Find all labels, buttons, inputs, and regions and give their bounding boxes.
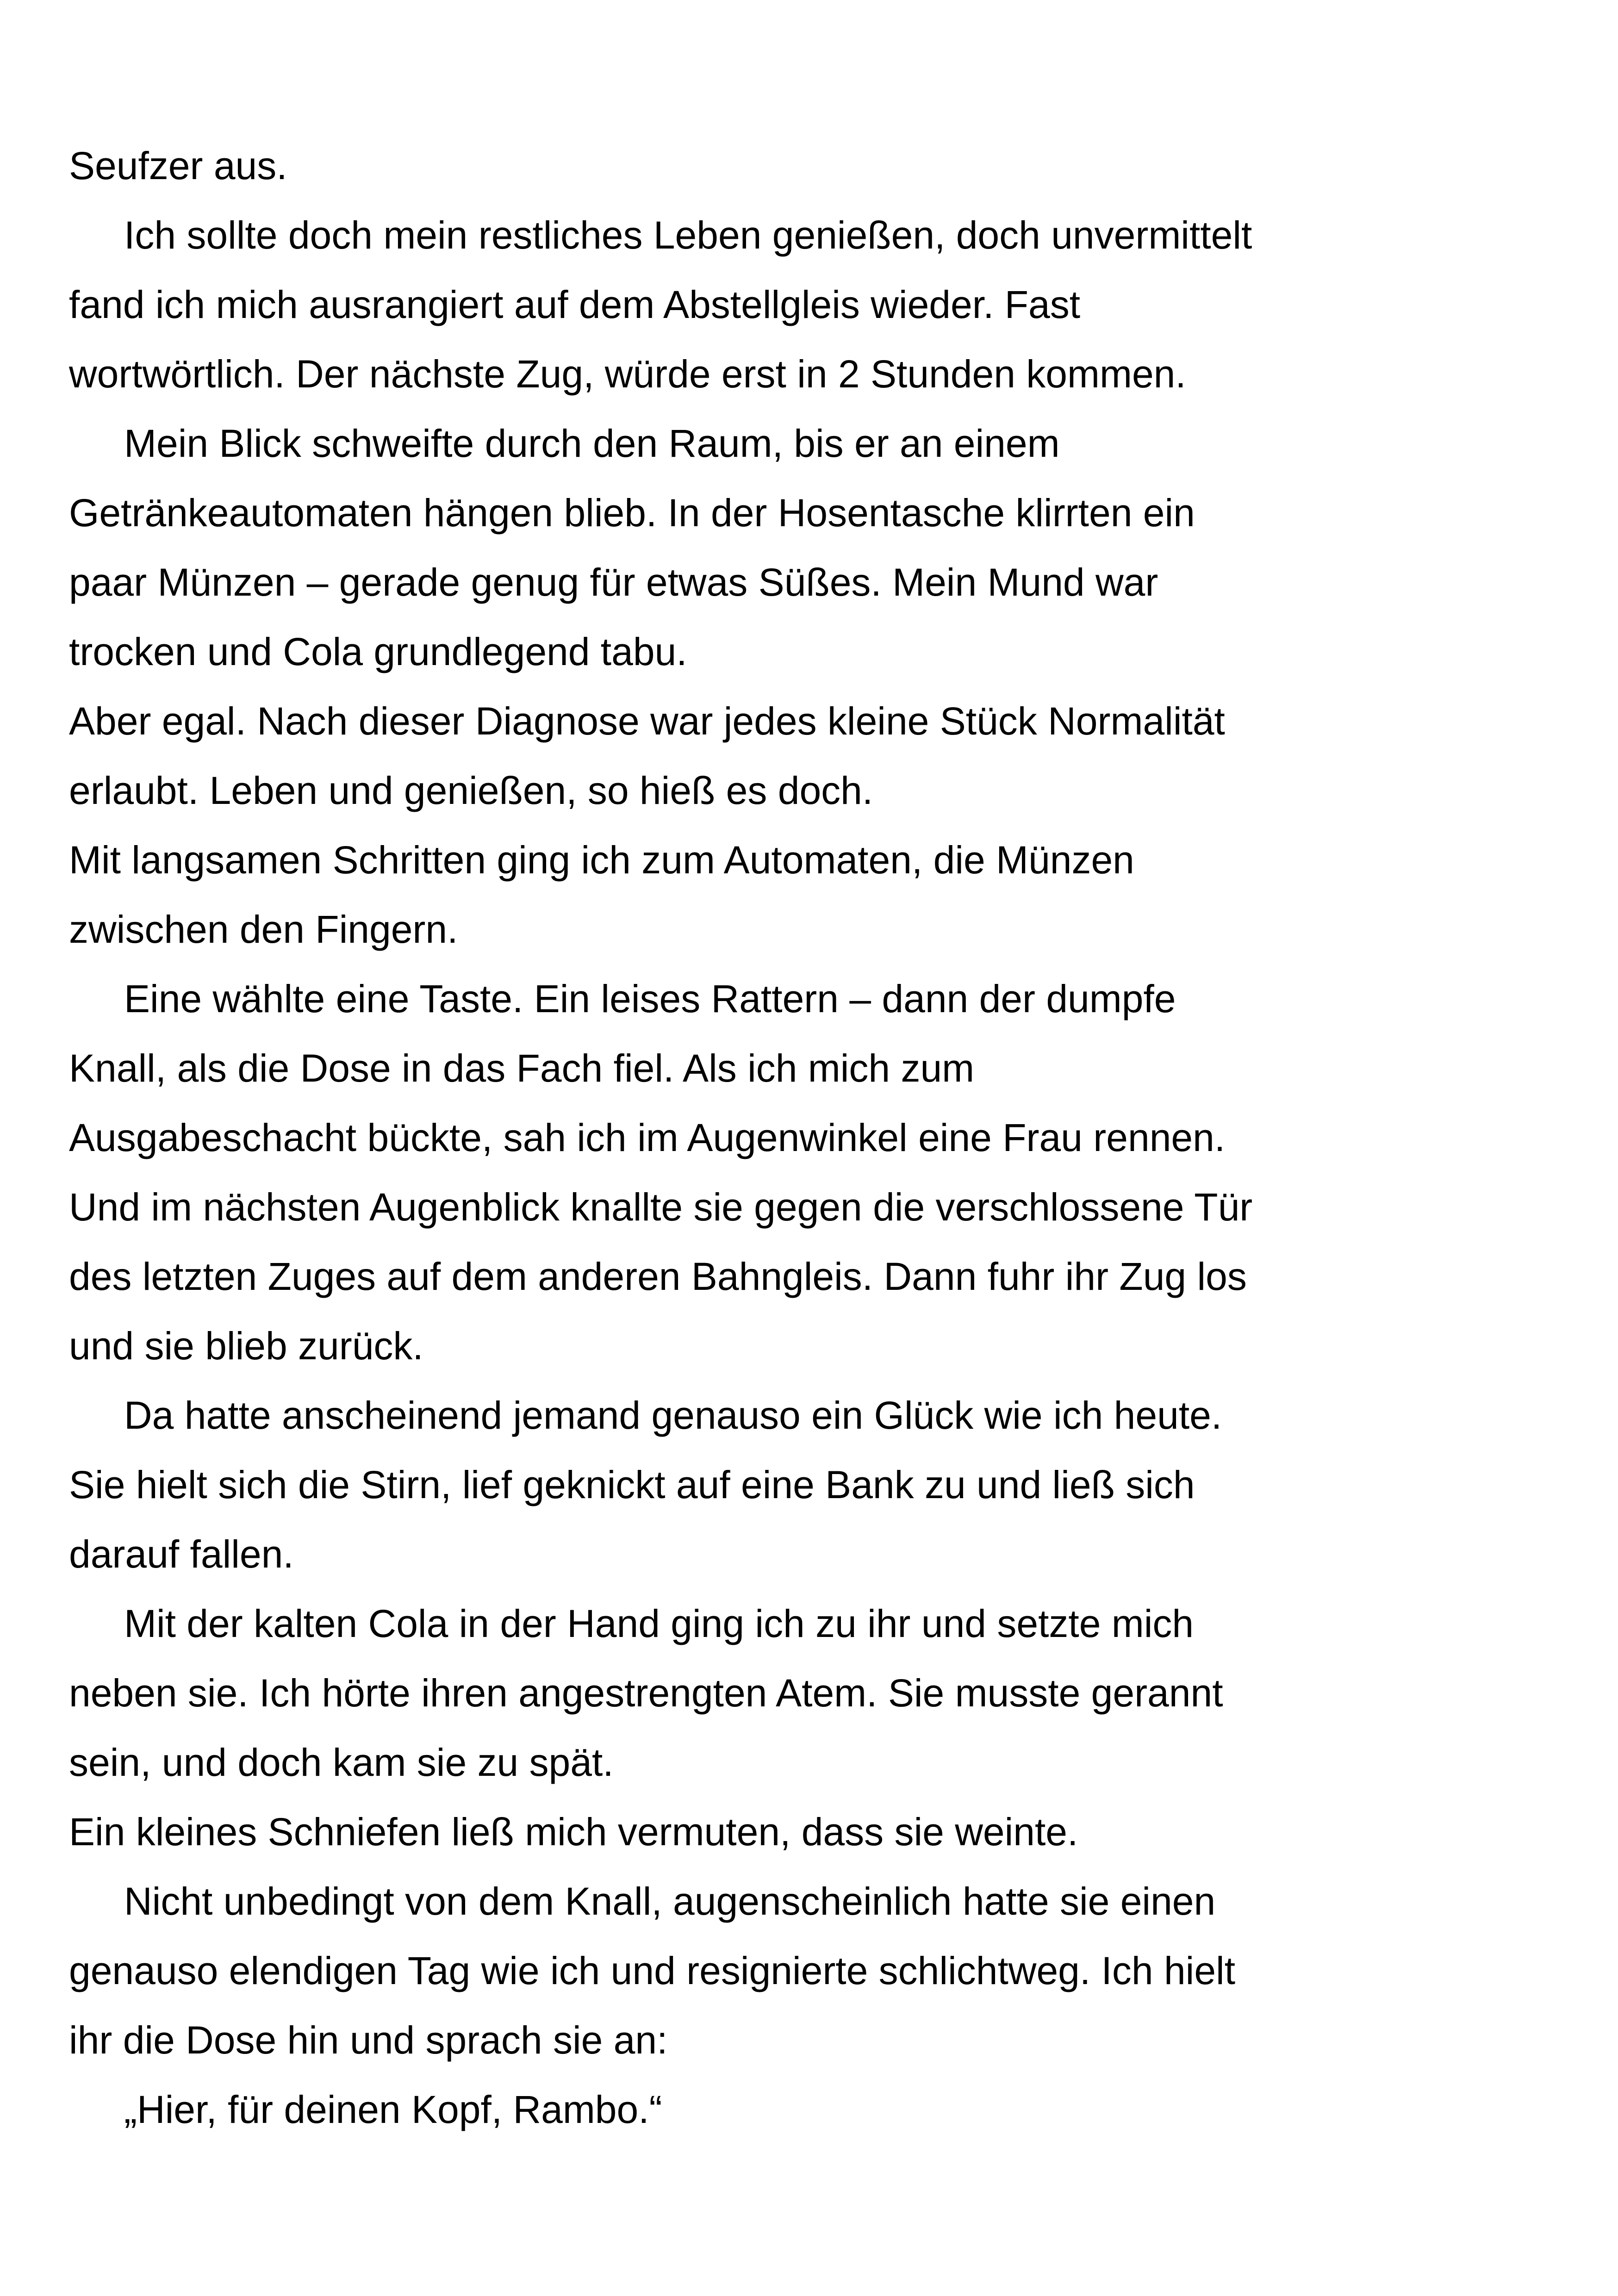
text-line: Mit der kalten Cola in der Hand ging ich zu ihr und setzte mich — [124, 1602, 1194, 1645]
text-line: erlaubt. Leben und genießen, so hieß es doch. — [69, 769, 873, 812]
text-line: Ein kleines Schniefen ließ mich vermuten, dass sie weinte. — [69, 1810, 1078, 1854]
text-line: sein, und doch kam sie zu spät. — [69, 1741, 614, 1784]
text-line: zwischen den Fingern. — [69, 908, 458, 951]
text-line: Ich sollte doch mein restliches Leben genießen, doch unvermittelt — [124, 213, 1252, 257]
text-line: wortwörtlich. Der nächste Zug, würde erst in 2 Stunden kommen. — [69, 352, 1186, 396]
text-line: Mein Blick schweifte durch den Raum, bis er an einem — [124, 422, 1060, 465]
text-line: und sie blieb zurück. — [69, 1324, 423, 1368]
text-line: paar Münzen – gerade genug für etwas Süßes. Mein Mund war — [69, 560, 1158, 604]
text-line: Da hatte anscheinend jemand genauso ein Glück wie ich heute. — [124, 1394, 1222, 1437]
text-line: Mit langsamen Schritten ging ich zum Automaten, die Münzen — [69, 838, 1134, 882]
text-line: des letzten Zuges auf dem anderen Bahngleis. Dann fuhr ihr Zug los — [69, 1255, 1247, 1298]
body-text — [69, 131, 1485, 2144]
text-line: Seufzer aus. — [69, 144, 287, 187]
text-line: Getränkeautomaten hängen blieb. In der Hosentasche klirrten ein — [69, 491, 1195, 535]
text-line: Knall, als die Dose in das Fach fiel. Als ich mich zum — [69, 1046, 975, 1090]
text-line: trocken und Cola grundlegend tabu. — [69, 630, 687, 673]
text-line: Sie hielt sich die Stirn, lief geknickt auf eine Bank zu und ließ sich — [69, 1463, 1195, 1506]
text-line: darauf fallen. — [69, 1532, 294, 1576]
text-line: neben sie. Ich hörte ihren angestrengten Atem. Sie musste gerannt — [69, 1671, 1223, 1715]
text-line: „Hier, für deinen Kopf, Rambo.“ — [124, 2088, 662, 2131]
text-line: Nicht unbedingt von dem Knall, augenscheinlich hatte sie einen — [124, 1879, 1216, 1923]
text-line: Aber egal. Nach dieser Diagnose war jedes kleine Stück Normalität — [69, 699, 1225, 743]
text-line: Ausgabeschacht bückte, sah ich im Augenwinkel eine Frau rennen. — [69, 1116, 1226, 1159]
text-line: Eine wählte eine Taste. Ein leises Rattern – dann der dumpfe — [124, 977, 1176, 1020]
text-line: fand ich mich ausrangiert auf dem Abstellgleis wieder. Fast — [69, 283, 1081, 326]
text-line: genauso elendigen Tag wie ich und resignierte schlichtweg. Ich hielt — [69, 1949, 1236, 1992]
text-line: ihr die Dose hin und sprach sie an: — [69, 2018, 668, 2062]
text-line: Und im nächsten Augenblick knallte sie gegen die verschlossene Tür — [69, 1185, 1253, 1229]
